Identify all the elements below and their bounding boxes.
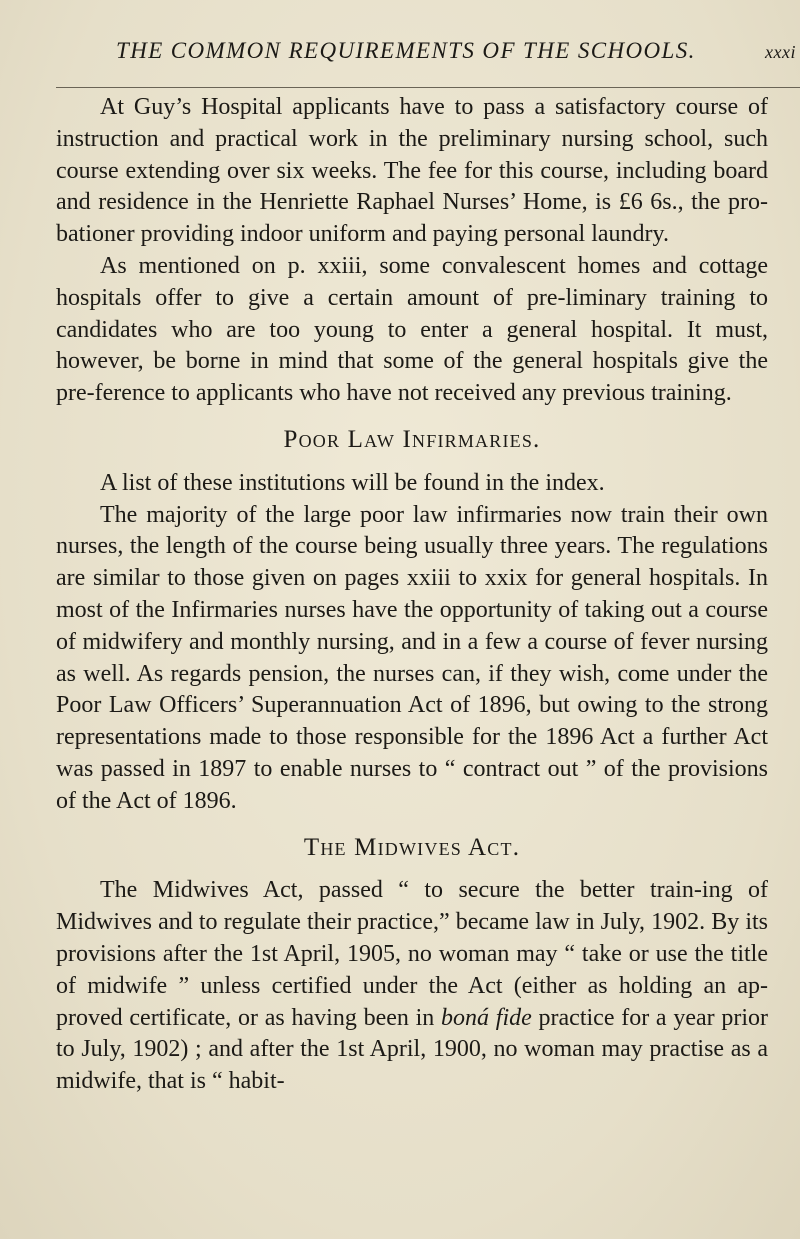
midwives-text-italic: boná fide <box>441 1004 532 1031</box>
midwives-text-after: practice for a year prior to July, 1902) ; and after the 1st April, 1900, no woman may practise as a midwife, that is “ habit- <box>56 1004 769 1095</box>
paragraph-midwives-act <box>56 875 768 1098</box>
heading-poor-law-infirmaries: Poor Law Infirmaries. <box>283 425 541 453</box>
paragraph-index-note: A list of these institutions will be found in the index. <box>100 469 605 496</box>
heading-midwives-act: The Midwives Act. <box>303 833 521 861</box>
paragraph-convalescent-homes: As mentioned on p. xxiii, some convalescent homes and cottage hospitals offer to give a certain amount of pre-liminary training to candidates who are too young to enter a general hospital. It must, however, be borne in mind that some of the general hospitals give the pre-ference to applicants who have not received any previous training. <box>56 252 768 407</box>
midwives-text-before: The Midwives Act, passed “ to secure the better train-ing of Midwives and to regulate their practice,” became law in July, 1902. By its provisions after the 1st April, 1905, no woman may “ take or use the title of midwife ” unless certified under the Act (either as holding an ap-proved certificate, or as having been in <box>56 877 768 1031</box>
header-rule <box>56 87 800 88</box>
paragraph-guys-hospital: At Guy’s Hospital applicants have to pass a satisfactory course of instruction and practical work in the preliminary nursing school, such course extending over six weeks. The fee for this course, including board and residence in the Henriette Raphael Nurses’ Home, is £6 6s., the pro-bationer providing indoor uniform and paying personal laundry. <box>56 94 768 248</box>
page-number: xxxi <box>765 42 796 62</box>
running-title: THE COMMON REQUIREMENTS OF THE SCHOOLS. <box>116 38 696 63</box>
body-text <box>56 92 768 1098</box>
page-header <box>56 38 796 82</box>
paragraph-poor-law-infirmaries: The majority of the large poor law infirmaries now train their own nurses, the length of the course being usually three years. The regulations are similar to those given on pages xxiii to xxix for general hospitals. In most of the Infirmaries nurses have the opportunity of taking out a course of midwifery and monthly nursing, and in a few a course of fever nursing as well. As regards pension, the nurses can, if they wish, come under the Poor Law Officers’ Superannuation Act of 1896, but owing to the strong representations made to those responsible for the 1896 Act a further Act was passed in 1897 to enable nurses to “ contract out ” of the provisions of the Act of 1896. <box>56 501 768 814</box>
